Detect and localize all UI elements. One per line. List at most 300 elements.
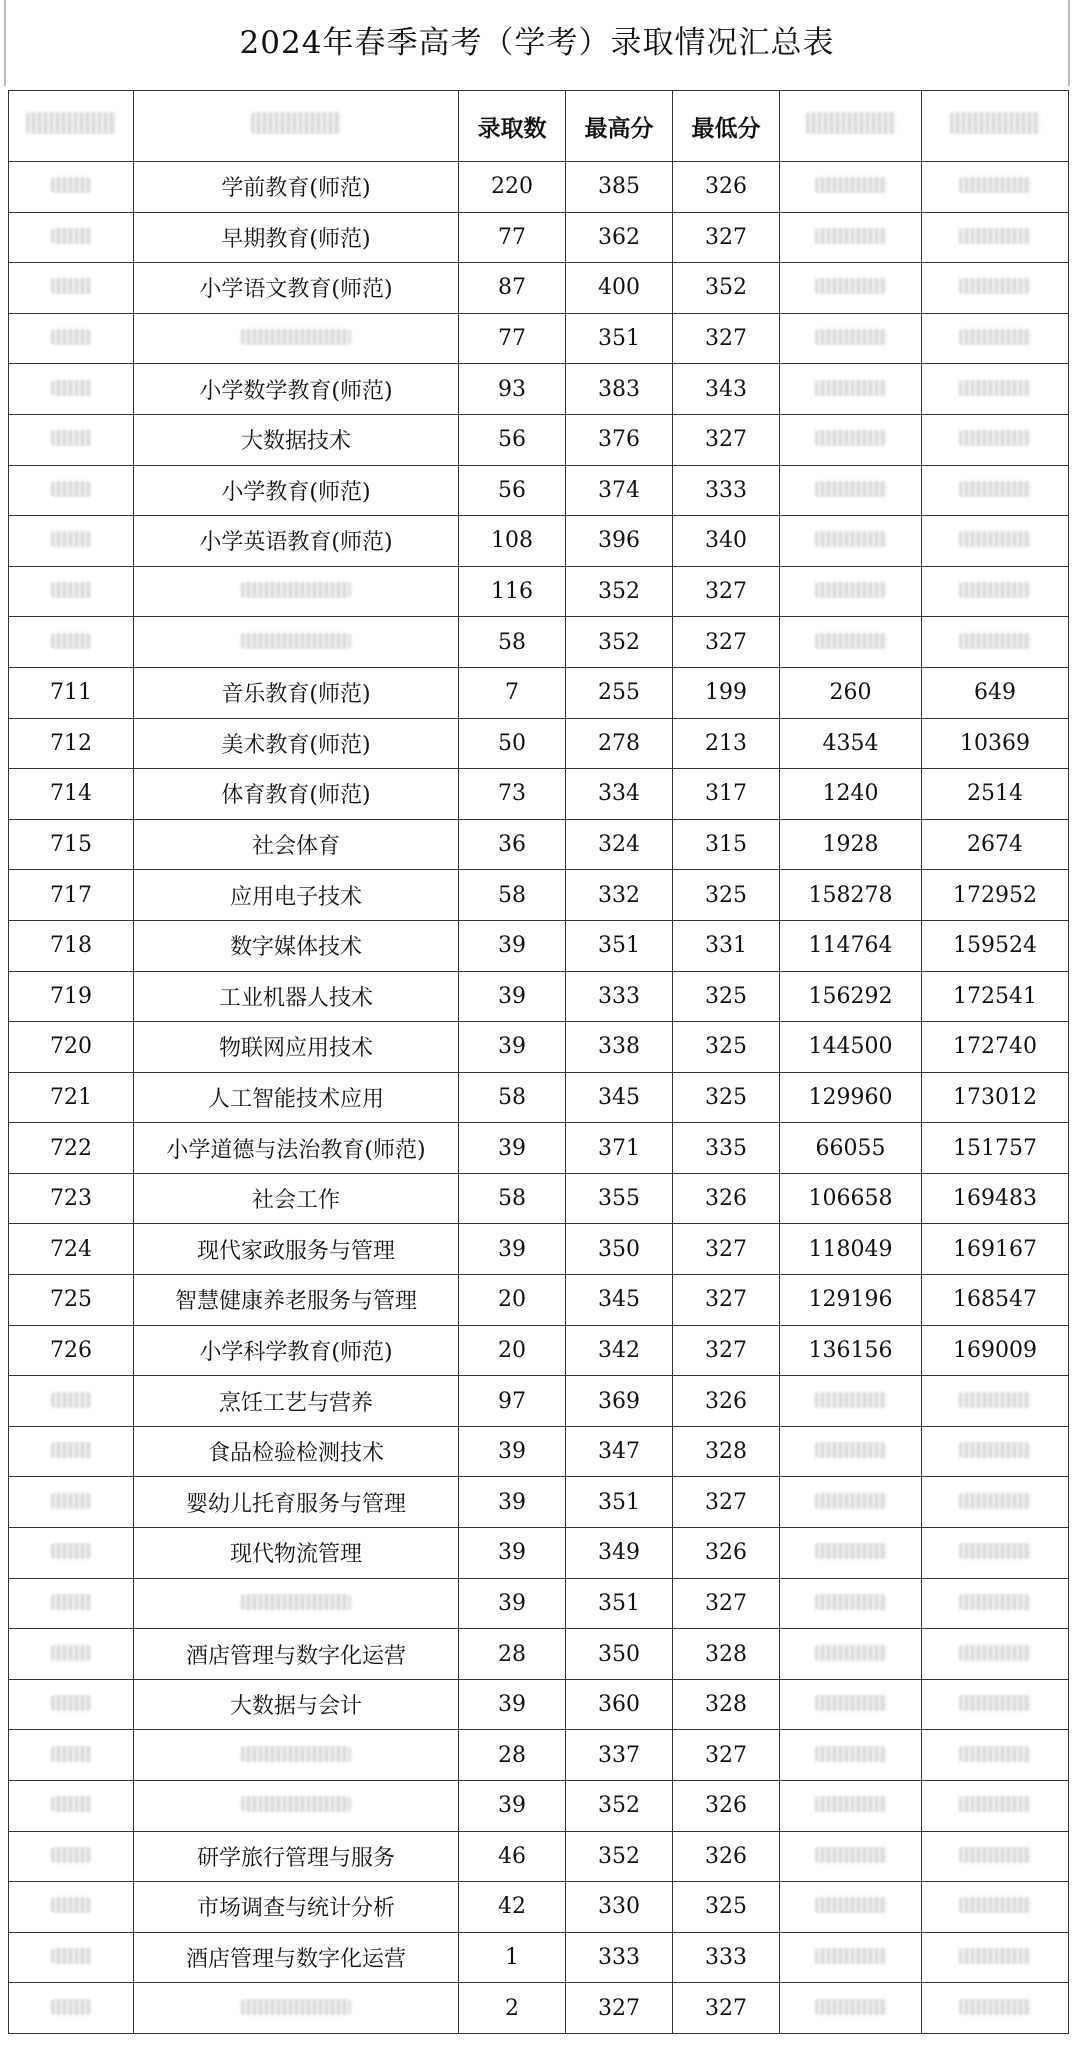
cell-max-score: 333	[566, 1932, 673, 1983]
cell-major: 小学科学教育(师范)	[134, 1325, 459, 1376]
cell-count: 39	[459, 1679, 566, 1730]
cell-major: 早期教育(师范)	[134, 212, 459, 263]
cell-rank-1	[780, 313, 922, 364]
cell-max-score: 376	[566, 414, 673, 465]
cell-rank-1	[780, 1629, 922, 1680]
cell-code	[9, 1528, 134, 1579]
redacted-value	[51, 531, 91, 547]
cell-rank-1	[780, 162, 922, 213]
redacted-value	[959, 1695, 1031, 1711]
cell-max-score: 351	[566, 1477, 673, 1528]
cell-rank-1: 66055	[780, 1123, 922, 1174]
cell-rank-2	[922, 1629, 1069, 1680]
redacted-value	[51, 329, 91, 345]
cell-major: 食品检验检测技术	[134, 1426, 459, 1477]
cell-rank-2	[922, 516, 1069, 567]
table-row	[9, 1730, 1069, 1781]
cell-rank-1: 114764	[780, 920, 922, 971]
cell-min-score: 327	[673, 1983, 780, 2034]
redacted-value	[959, 531, 1031, 547]
cell-rank-2: 169167	[922, 1224, 1069, 1275]
cell-max-score: 349	[566, 1528, 673, 1579]
cell-count: 39	[459, 920, 566, 971]
redacted-value	[51, 582, 91, 598]
cell-rank-2	[922, 414, 1069, 465]
table-row	[9, 212, 1069, 263]
cell-major: 酒店管理与数字化运营	[134, 1932, 459, 1983]
cell-min-score: 317	[673, 769, 780, 820]
cell-count: 58	[459, 1072, 566, 1123]
cell-max-score: 374	[566, 465, 673, 516]
cell-code	[9, 1831, 134, 1882]
cell-rank-2	[922, 1882, 1069, 1933]
redacted-header	[950, 112, 1040, 134]
cell-code: 723	[9, 1173, 134, 1224]
table-row	[9, 920, 1069, 971]
redacted-value	[51, 1695, 91, 1711]
redacted-value	[959, 481, 1031, 497]
cell-count: 28	[459, 1730, 566, 1781]
redacted-value	[959, 1999, 1031, 2015]
redacted-value	[959, 1493, 1031, 1509]
cell-max-score: 347	[566, 1426, 673, 1477]
cell-rank-2: 151757	[922, 1123, 1069, 1174]
redacted-value	[815, 582, 887, 598]
cell-rank-1: 136156	[780, 1325, 922, 1376]
cell-min-score: 326	[673, 1376, 780, 1427]
cell-major: 小学教育(师范)	[134, 465, 459, 516]
cell-rank-1	[780, 1376, 922, 1427]
cell-rank-1	[780, 263, 922, 314]
cell-count: 58	[459, 1173, 566, 1224]
redacted-value	[815, 177, 887, 193]
cell-min-score: 328	[673, 1629, 780, 1680]
cell-rank-2: 2674	[922, 819, 1069, 870]
redacted-value	[815, 1796, 887, 1812]
redacted-value	[815, 1493, 887, 1509]
cell-major: 物联网应用技术	[134, 1022, 459, 1073]
cell-min-score: 327	[673, 566, 780, 617]
cell-code	[9, 212, 134, 263]
header-major	[134, 91, 459, 162]
cell-code: 724	[9, 1224, 134, 1275]
cell-major: 人工智能技术应用	[134, 1072, 459, 1123]
cell-min-score: 352	[673, 263, 780, 314]
cell-rank-1: 156292	[780, 971, 922, 1022]
cell-code: 717	[9, 870, 134, 921]
table-row	[9, 313, 1069, 364]
cell-max-score: 342	[566, 1325, 673, 1376]
cell-rank-2	[922, 1528, 1069, 1579]
cell-major: 酒店管理与数字化运营	[134, 1629, 459, 1680]
cell-code	[9, 566, 134, 617]
cell-code	[9, 465, 134, 516]
cell-count: 73	[459, 769, 566, 820]
cell-min-score: 325	[673, 1882, 780, 1933]
redacted-value	[959, 1897, 1031, 1913]
cell-rank-2: 169483	[922, 1173, 1069, 1224]
table-row	[9, 1325, 1069, 1376]
table-row	[9, 1882, 1069, 1933]
cell-rank-1: 4354	[780, 718, 922, 769]
cell-code: 712	[9, 718, 134, 769]
redacted-value	[815, 329, 887, 345]
cell-rank-2: 168547	[922, 1275, 1069, 1326]
cell-rank-1	[780, 1679, 922, 1730]
redacted-value	[815, 1543, 887, 1559]
header-row	[9, 91, 1069, 162]
redacted-value	[51, 1543, 91, 1559]
cell-major	[134, 1730, 459, 1781]
cell-major: 音乐教育(师范)	[134, 667, 459, 718]
cell-rank-1: 129196	[780, 1275, 922, 1326]
table-row	[9, 414, 1069, 465]
cell-code	[9, 516, 134, 567]
cell-rank-1: 129960	[780, 1072, 922, 1123]
cell-min-score: 326	[673, 162, 780, 213]
cell-min-score: 199	[673, 667, 780, 718]
redacted-value	[815, 1645, 887, 1661]
redacted-value	[959, 380, 1031, 396]
header-code	[9, 91, 134, 162]
cell-max-score: 332	[566, 870, 673, 921]
cell-count: 28	[459, 1629, 566, 1680]
cell-max-score: 352	[566, 1831, 673, 1882]
cell-min-score: 331	[673, 920, 780, 971]
cell-code	[9, 364, 134, 415]
cell-code: 718	[9, 920, 134, 971]
cell-major: 体育教育(师范)	[134, 769, 459, 820]
cell-count: 46	[459, 1831, 566, 1882]
cell-min-score: 327	[673, 1730, 780, 1781]
cell-count: 20	[459, 1275, 566, 1326]
cell-rank-2	[922, 1578, 1069, 1629]
table-row	[9, 1781, 1069, 1832]
redacted-value	[815, 1847, 887, 1863]
cell-rank-1	[780, 516, 922, 567]
cell-rank-2	[922, 1426, 1069, 1477]
cell-max-score: 385	[566, 162, 673, 213]
page-title: 2024年春季高考（学考）录取情况汇总表	[4, 0, 1070, 86]
cell-max-score: 352	[566, 617, 673, 668]
cell-rank-1	[780, 212, 922, 263]
cell-code: 715	[9, 819, 134, 870]
cell-min-score: 326	[673, 1781, 780, 1832]
cell-rank-1	[780, 566, 922, 617]
cell-rank-2	[922, 263, 1069, 314]
cell-rank-2: 2514	[922, 769, 1069, 820]
redacted-value	[815, 228, 887, 244]
cell-rank-2	[922, 162, 1069, 213]
cell-count: 39	[459, 971, 566, 1022]
redacted-value	[51, 1442, 91, 1458]
cell-code: 719	[9, 971, 134, 1022]
redacted-value	[959, 1746, 1031, 1762]
table-row	[9, 1275, 1069, 1326]
cell-rank-1	[780, 1578, 922, 1629]
redacted-value	[241, 1796, 351, 1812]
cell-min-score: 327	[673, 313, 780, 364]
cell-major: 社会工作	[134, 1173, 459, 1224]
cell-rank-2: 172541	[922, 971, 1069, 1022]
cell-min-score: 327	[673, 212, 780, 263]
redacted-value	[815, 278, 887, 294]
table-row	[9, 1426, 1069, 1477]
cell-min-score: 327	[673, 1275, 780, 1326]
cell-major: 大数据技术	[134, 414, 459, 465]
cell-count: 97	[459, 1376, 566, 1427]
cell-rank-1	[780, 617, 922, 668]
cell-major	[134, 566, 459, 617]
cell-rank-1: 144500	[780, 1022, 922, 1073]
table-row	[9, 516, 1069, 567]
redacted-value	[959, 1543, 1031, 1559]
cell-code	[9, 1426, 134, 1477]
cell-min-score: 333	[673, 1932, 780, 1983]
redacted-value	[51, 380, 91, 396]
redacted-value	[241, 582, 351, 598]
table-row	[9, 667, 1069, 718]
cell-code	[9, 414, 134, 465]
table-row	[9, 1477, 1069, 1528]
cell-max-score: 330	[566, 1882, 673, 1933]
redacted-value	[815, 1442, 887, 1458]
redacted-value	[815, 1392, 887, 1408]
table-row	[9, 364, 1069, 415]
redacted-value	[959, 1442, 1031, 1458]
cell-min-score: 327	[673, 1224, 780, 1275]
cell-min-score: 328	[673, 1679, 780, 1730]
cell-max-score: 278	[566, 718, 673, 769]
cell-rank-1: 118049	[780, 1224, 922, 1275]
cell-major: 工业机器人技术	[134, 971, 459, 1022]
cell-max-score: 338	[566, 1022, 673, 1073]
cell-code	[9, 1376, 134, 1427]
redacted-value	[241, 633, 351, 649]
redacted-value	[51, 278, 91, 294]
cell-rank-1	[780, 465, 922, 516]
cell-major: 小学数学教育(师范)	[134, 364, 459, 415]
cell-major: 婴幼儿托育服务与管理	[134, 1477, 459, 1528]
table-row	[9, 1123, 1069, 1174]
header-min-score: 最低分	[673, 91, 780, 162]
cell-rank-2: 169009	[922, 1325, 1069, 1376]
redacted-value	[959, 1392, 1031, 1408]
cell-rank-1	[780, 364, 922, 415]
cell-max-score: 352	[566, 1781, 673, 1832]
cell-rank-2: 649	[922, 667, 1069, 718]
cell-min-score: 333	[673, 465, 780, 516]
redacted-value	[51, 1594, 91, 1610]
redacted-value	[51, 1948, 91, 1964]
cell-count: 39	[459, 1528, 566, 1579]
redacted-value	[959, 1948, 1031, 1964]
cell-major: 现代物流管理	[134, 1528, 459, 1579]
cell-max-score: 350	[566, 1224, 673, 1275]
cell-rank-1	[780, 1932, 922, 1983]
cell-count: 39	[459, 1578, 566, 1629]
redacted-value	[51, 1645, 91, 1661]
cell-major: 智慧健康养老服务与管理	[134, 1275, 459, 1326]
redacted-value	[959, 633, 1031, 649]
redacted-value	[51, 481, 91, 497]
cell-count: 39	[459, 1224, 566, 1275]
cell-major	[134, 617, 459, 668]
redacted-value	[815, 380, 887, 396]
cell-major: 应用电子技术	[134, 870, 459, 921]
cell-max-score: 355	[566, 1173, 673, 1224]
cell-rank-1	[780, 1730, 922, 1781]
cell-rank-2	[922, 1376, 1069, 1427]
cell-min-score: 327	[673, 414, 780, 465]
cell-rank-2	[922, 364, 1069, 415]
cell-code: 726	[9, 1325, 134, 1376]
cell-min-score: 325	[673, 1022, 780, 1073]
table-row	[9, 971, 1069, 1022]
redacted-value	[959, 430, 1031, 446]
cell-major: 社会体育	[134, 819, 459, 870]
table-row	[9, 718, 1069, 769]
cell-max-score: 345	[566, 1275, 673, 1326]
cell-min-score: 326	[673, 1528, 780, 1579]
cell-count: 39	[459, 1781, 566, 1832]
cell-count: 39	[459, 1477, 566, 1528]
table-row	[9, 1022, 1069, 1073]
cell-min-score: 327	[673, 1578, 780, 1629]
redacted-value	[815, 1695, 887, 1711]
redacted-value	[241, 1746, 351, 1762]
cell-code: 711	[9, 667, 134, 718]
redacted-value	[51, 1746, 91, 1762]
cell-code	[9, 263, 134, 314]
cell-max-score: 396	[566, 516, 673, 567]
redacted-value	[815, 430, 887, 446]
cell-major: 小学英语教育(师范)	[134, 516, 459, 567]
cell-rank-1	[780, 414, 922, 465]
cell-rank-2	[922, 1932, 1069, 1983]
table-row	[9, 1173, 1069, 1224]
cell-count: 36	[459, 819, 566, 870]
cell-min-score: 315	[673, 819, 780, 870]
cell-max-score: 362	[566, 212, 673, 263]
redacted-value	[51, 1796, 91, 1812]
cell-code	[9, 1629, 134, 1680]
redacted-value	[815, 1594, 887, 1610]
table-row	[9, 1629, 1069, 1680]
cell-count: 2	[459, 1983, 566, 2034]
cell-rank-2	[922, 1679, 1069, 1730]
cell-max-score: 351	[566, 1578, 673, 1629]
cell-rank-2	[922, 617, 1069, 668]
table-row	[9, 566, 1069, 617]
redacted-value	[51, 1392, 91, 1408]
cell-code	[9, 162, 134, 213]
redacted-value	[959, 1645, 1031, 1661]
table-row	[9, 1224, 1069, 1275]
cell-major: 现代家政服务与管理	[134, 1224, 459, 1275]
redacted-value	[815, 633, 887, 649]
redacted-value	[51, 1897, 91, 1913]
cell-rank-2	[922, 1730, 1069, 1781]
cell-min-score: 327	[673, 1325, 780, 1376]
cell-major: 市场调查与统计分析	[134, 1882, 459, 1933]
table-row	[9, 1831, 1069, 1882]
table-row	[9, 263, 1069, 314]
cell-code	[9, 1932, 134, 1983]
cell-min-score: 326	[673, 1173, 780, 1224]
cell-rank-2	[922, 1781, 1069, 1832]
cell-code	[9, 1882, 134, 1933]
redacted-value	[959, 1796, 1031, 1812]
cell-rank-2: 159524	[922, 920, 1069, 971]
cell-max-score: 369	[566, 1376, 673, 1427]
redacted-header	[806, 112, 896, 134]
cell-major: 小学语文教育(师范)	[134, 263, 459, 314]
cell-max-score: 333	[566, 971, 673, 1022]
cell-major: 学前教育(师范)	[134, 162, 459, 213]
cell-min-score: 328	[673, 1426, 780, 1477]
cell-rank-2: 173012	[922, 1072, 1069, 1123]
cell-rank-2	[922, 1983, 1069, 2034]
cell-count: 58	[459, 617, 566, 668]
cell-min-score: 327	[673, 617, 780, 668]
redacted-value	[959, 1594, 1031, 1610]
redacted-value	[241, 1594, 351, 1610]
cell-major	[134, 1578, 459, 1629]
cell-rank-1	[780, 1528, 922, 1579]
header-max-score: 最高分	[566, 91, 673, 162]
cell-count: 39	[459, 1426, 566, 1477]
cell-max-score: 383	[566, 364, 673, 415]
redacted-value	[959, 177, 1031, 193]
cell-max-score: 351	[566, 920, 673, 971]
cell-min-score: 325	[673, 870, 780, 921]
cell-max-score: 255	[566, 667, 673, 718]
cell-rank-2	[922, 313, 1069, 364]
table-row	[9, 870, 1069, 921]
table-row	[9, 819, 1069, 870]
cell-major: 数字媒体技术	[134, 920, 459, 971]
redacted-value	[241, 329, 351, 345]
redacted-header	[26, 112, 116, 134]
cell-count: 39	[459, 1022, 566, 1073]
cell-max-score: 371	[566, 1123, 673, 1174]
table-row	[9, 1578, 1069, 1629]
cell-min-score: 335	[673, 1123, 780, 1174]
cell-count: 108	[459, 516, 566, 567]
redacted-value	[959, 329, 1031, 345]
cell-min-score: 343	[673, 364, 780, 415]
redacted-value	[959, 278, 1031, 294]
cell-count: 93	[459, 364, 566, 415]
cell-min-score: 327	[673, 1477, 780, 1528]
redacted-value	[815, 1746, 887, 1762]
redacted-value	[959, 582, 1031, 598]
cell-code	[9, 617, 134, 668]
table-row	[9, 617, 1069, 668]
cell-count: 77	[459, 212, 566, 263]
cell-count: 20	[459, 1325, 566, 1376]
cell-major: 美术教育(师范)	[134, 718, 459, 769]
cell-count: 56	[459, 465, 566, 516]
cell-count: 56	[459, 414, 566, 465]
cell-rank-2	[922, 212, 1069, 263]
cell-rank-2	[922, 465, 1069, 516]
table-row	[9, 1072, 1069, 1123]
cell-max-score: 337	[566, 1730, 673, 1781]
header-rank-2	[922, 91, 1069, 162]
cell-max-score: 345	[566, 1072, 673, 1123]
